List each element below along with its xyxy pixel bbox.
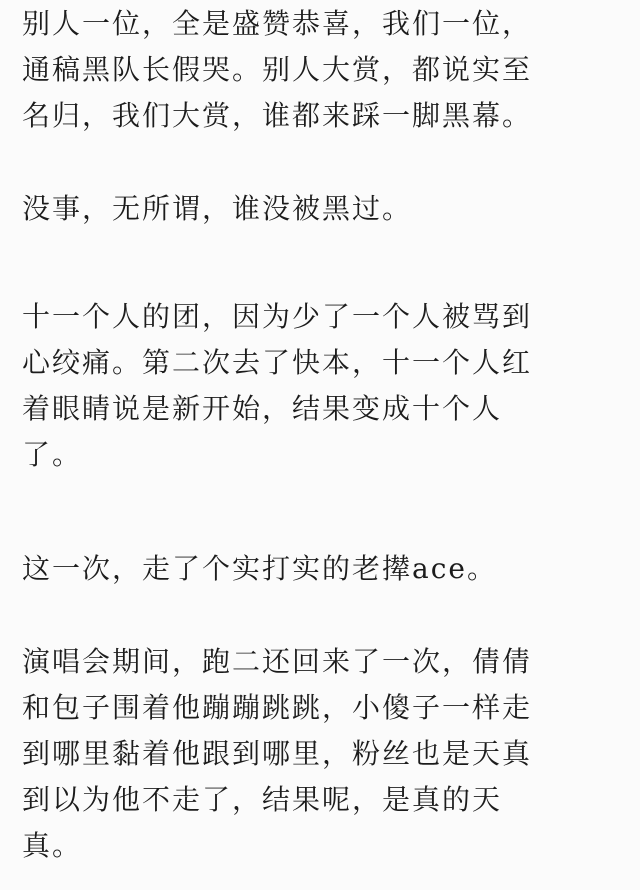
text-line: 真。 (22, 829, 83, 862)
text-line: 和包子围着他蹦蹦跳跳，小傻子一样走 (22, 691, 533, 724)
text-line: 到哪里黏着他跟到哪里，粉丝也是天真 (22, 737, 533, 770)
text-line: 通稿黑队长假哭。别人大赏，都说实至 (22, 53, 533, 86)
text-line: 心绞痛。第二次去了快本，十一个人红 (22, 346, 533, 379)
text-line: 十一个人的团，因为少了一个人被骂到 (22, 300, 533, 333)
text-line: 演唱会期间，跑二还回来了一次，倩倩 (22, 645, 533, 678)
text-line: 没事，无所谓，谁没被黑过。 (22, 192, 413, 225)
text-line: 了。 (22, 438, 83, 471)
text-line: 名归，我们大赏，谁都来踩一脚黑幕。 (22, 99, 533, 132)
text-line: 这一次，走了个实打实的老撵ace。 (22, 552, 497, 585)
text-line: 着眼睛说是新开始，结果变成十个人 (22, 392, 503, 425)
text-line: 到以为他不走了，结果呢，是真的天 (22, 783, 503, 816)
text-line: 别人一位，全是盛赞恭喜，我们一位， (22, 7, 533, 40)
